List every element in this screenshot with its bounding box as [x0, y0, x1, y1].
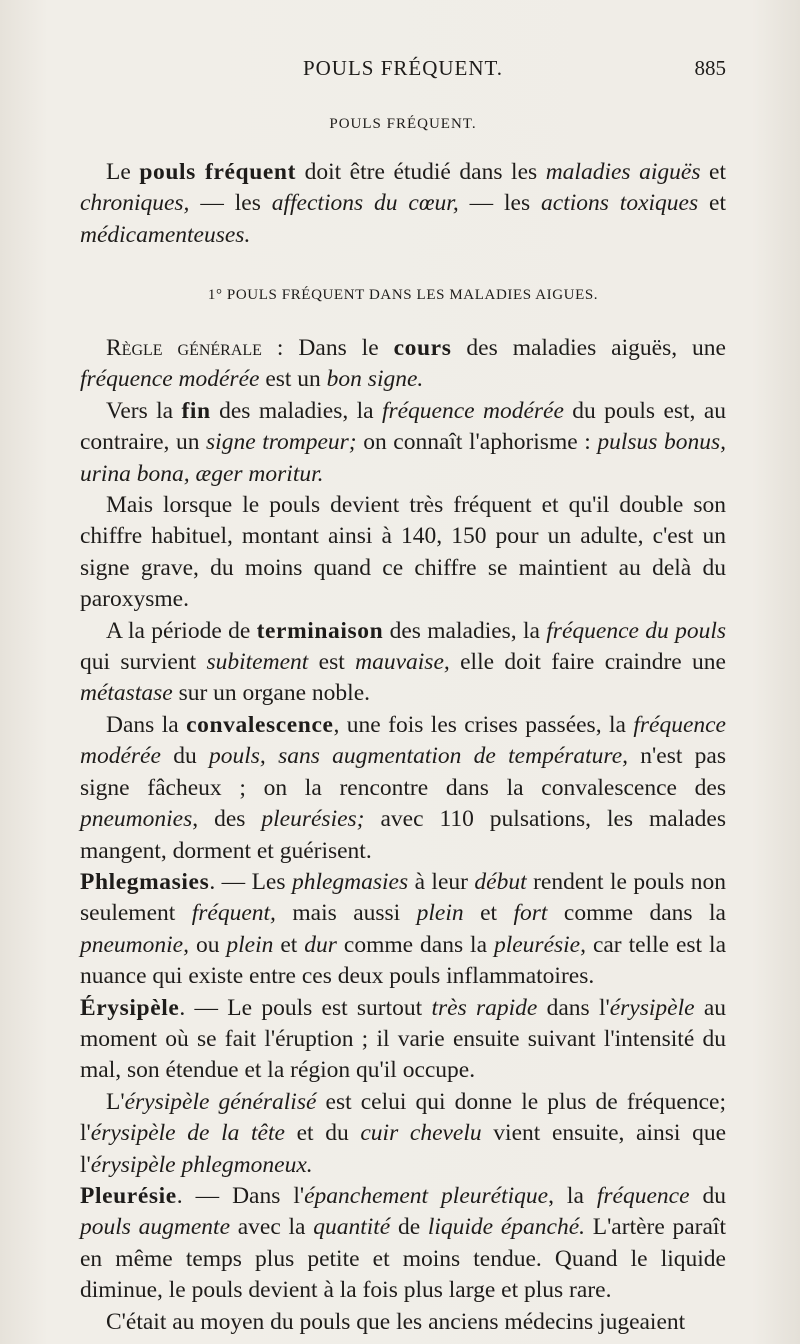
- body-text: [80, 333, 726, 1338]
- paragraph-fin: Vers la fin des maladies, la fréquence modérée du pouls est, au contraire, un signe trompeur; on connaît l'aphorisme : pulsus bonus, urina bona, æger moritur.: [80, 397, 726, 487]
- page-number: 885: [694, 56, 726, 80]
- paragraph-phlegmasies: Phlegmasies. — Les phlegmasies à leur début rendent le pouls non seulement fréquent, mais aussi plein et fort comme dans la pneumonie, ou plein et dur comme dans la pleurésie, car telle est la nuance qui existe entre ces deux pouls inflammatoires.: [80, 868, 726, 990]
- paragraph-pleuresie: Pleurésie. — Dans l'épanchement pleurétique, la fréquence du pouls augmente avec la quantité de liquide épanché. L'artère paraît en même temps plus petite et moins tendue. Quand le liquide diminue, le pouls devient à la fois plus large et plus rare.: [80, 1182, 726, 1304]
- paragraph-erysipele-generalise: L'érysipèle généralisé est celui qui donne le plus de fréquence; l'érysipèle de la tête et du cuir chevelu vient ensuite, ainsi que l'érysipèle phlegmoneux.: [80, 1088, 727, 1178]
- intro-paragraph: Le pouls fréquent doit être étudié dans les maladies aiguës et chroniques, — les affections du cœur, — les actions toxiques et médicamenteuses.: [80, 159, 726, 248]
- paragraph-anciens-medecins: C'était au moyen du pouls que les anciens médecins jugeaient: [106, 1308, 686, 1335]
- running-header: [80, 56, 726, 86]
- subheading: 1° POULS FRÉQUENT DANS LES MALADIES AIGUES.: [207, 287, 599, 303]
- paragraph-terminaison: A la période de terminaison des maladies, la fréquence du pouls qui survient subitement est mauvaise, elle doit faire craindre une métastase sur un organe noble.: [80, 617, 726, 707]
- paragraph-erysipele: Érysipèle. — Le pouls est surtout très rapide dans l'érysipèle au moment où se fait l'éruption ; il varie ensuite suivant l'intensité du mal, son étendue et la région qu'il occupe.: [80, 994, 726, 1084]
- running-title: POULS FRÉQUENT.: [302, 56, 504, 80]
- paragraph-regle-generale: Règle générale : Dans le cours des maladies aiguës, une fréquence modérée est un bon signe.: [80, 335, 726, 393]
- paragraph-signe-grave: Mais lorsque le pouls devient très fréquent et qu'il double son chiffre habituel, montant ainsi à 140, 150 pour un adulte, c'est un signe grave, du moins quand ce chiffre se maintient au delà du paroxysme.: [80, 492, 726, 613]
- paragraph-convalescence: Dans la convalescence, une fois les crises passées, la fréquence modérée du pouls, sans augmentation de température, n'est pas signe fâcheux ; on la rencontre dans la convalescence des pneumonies, des pleurésies; avec 110 pulsations, les malades mangent, dorment et guérisent.: [80, 711, 727, 864]
- section-title: POULS FRÉQUENT.: [329, 116, 477, 132]
